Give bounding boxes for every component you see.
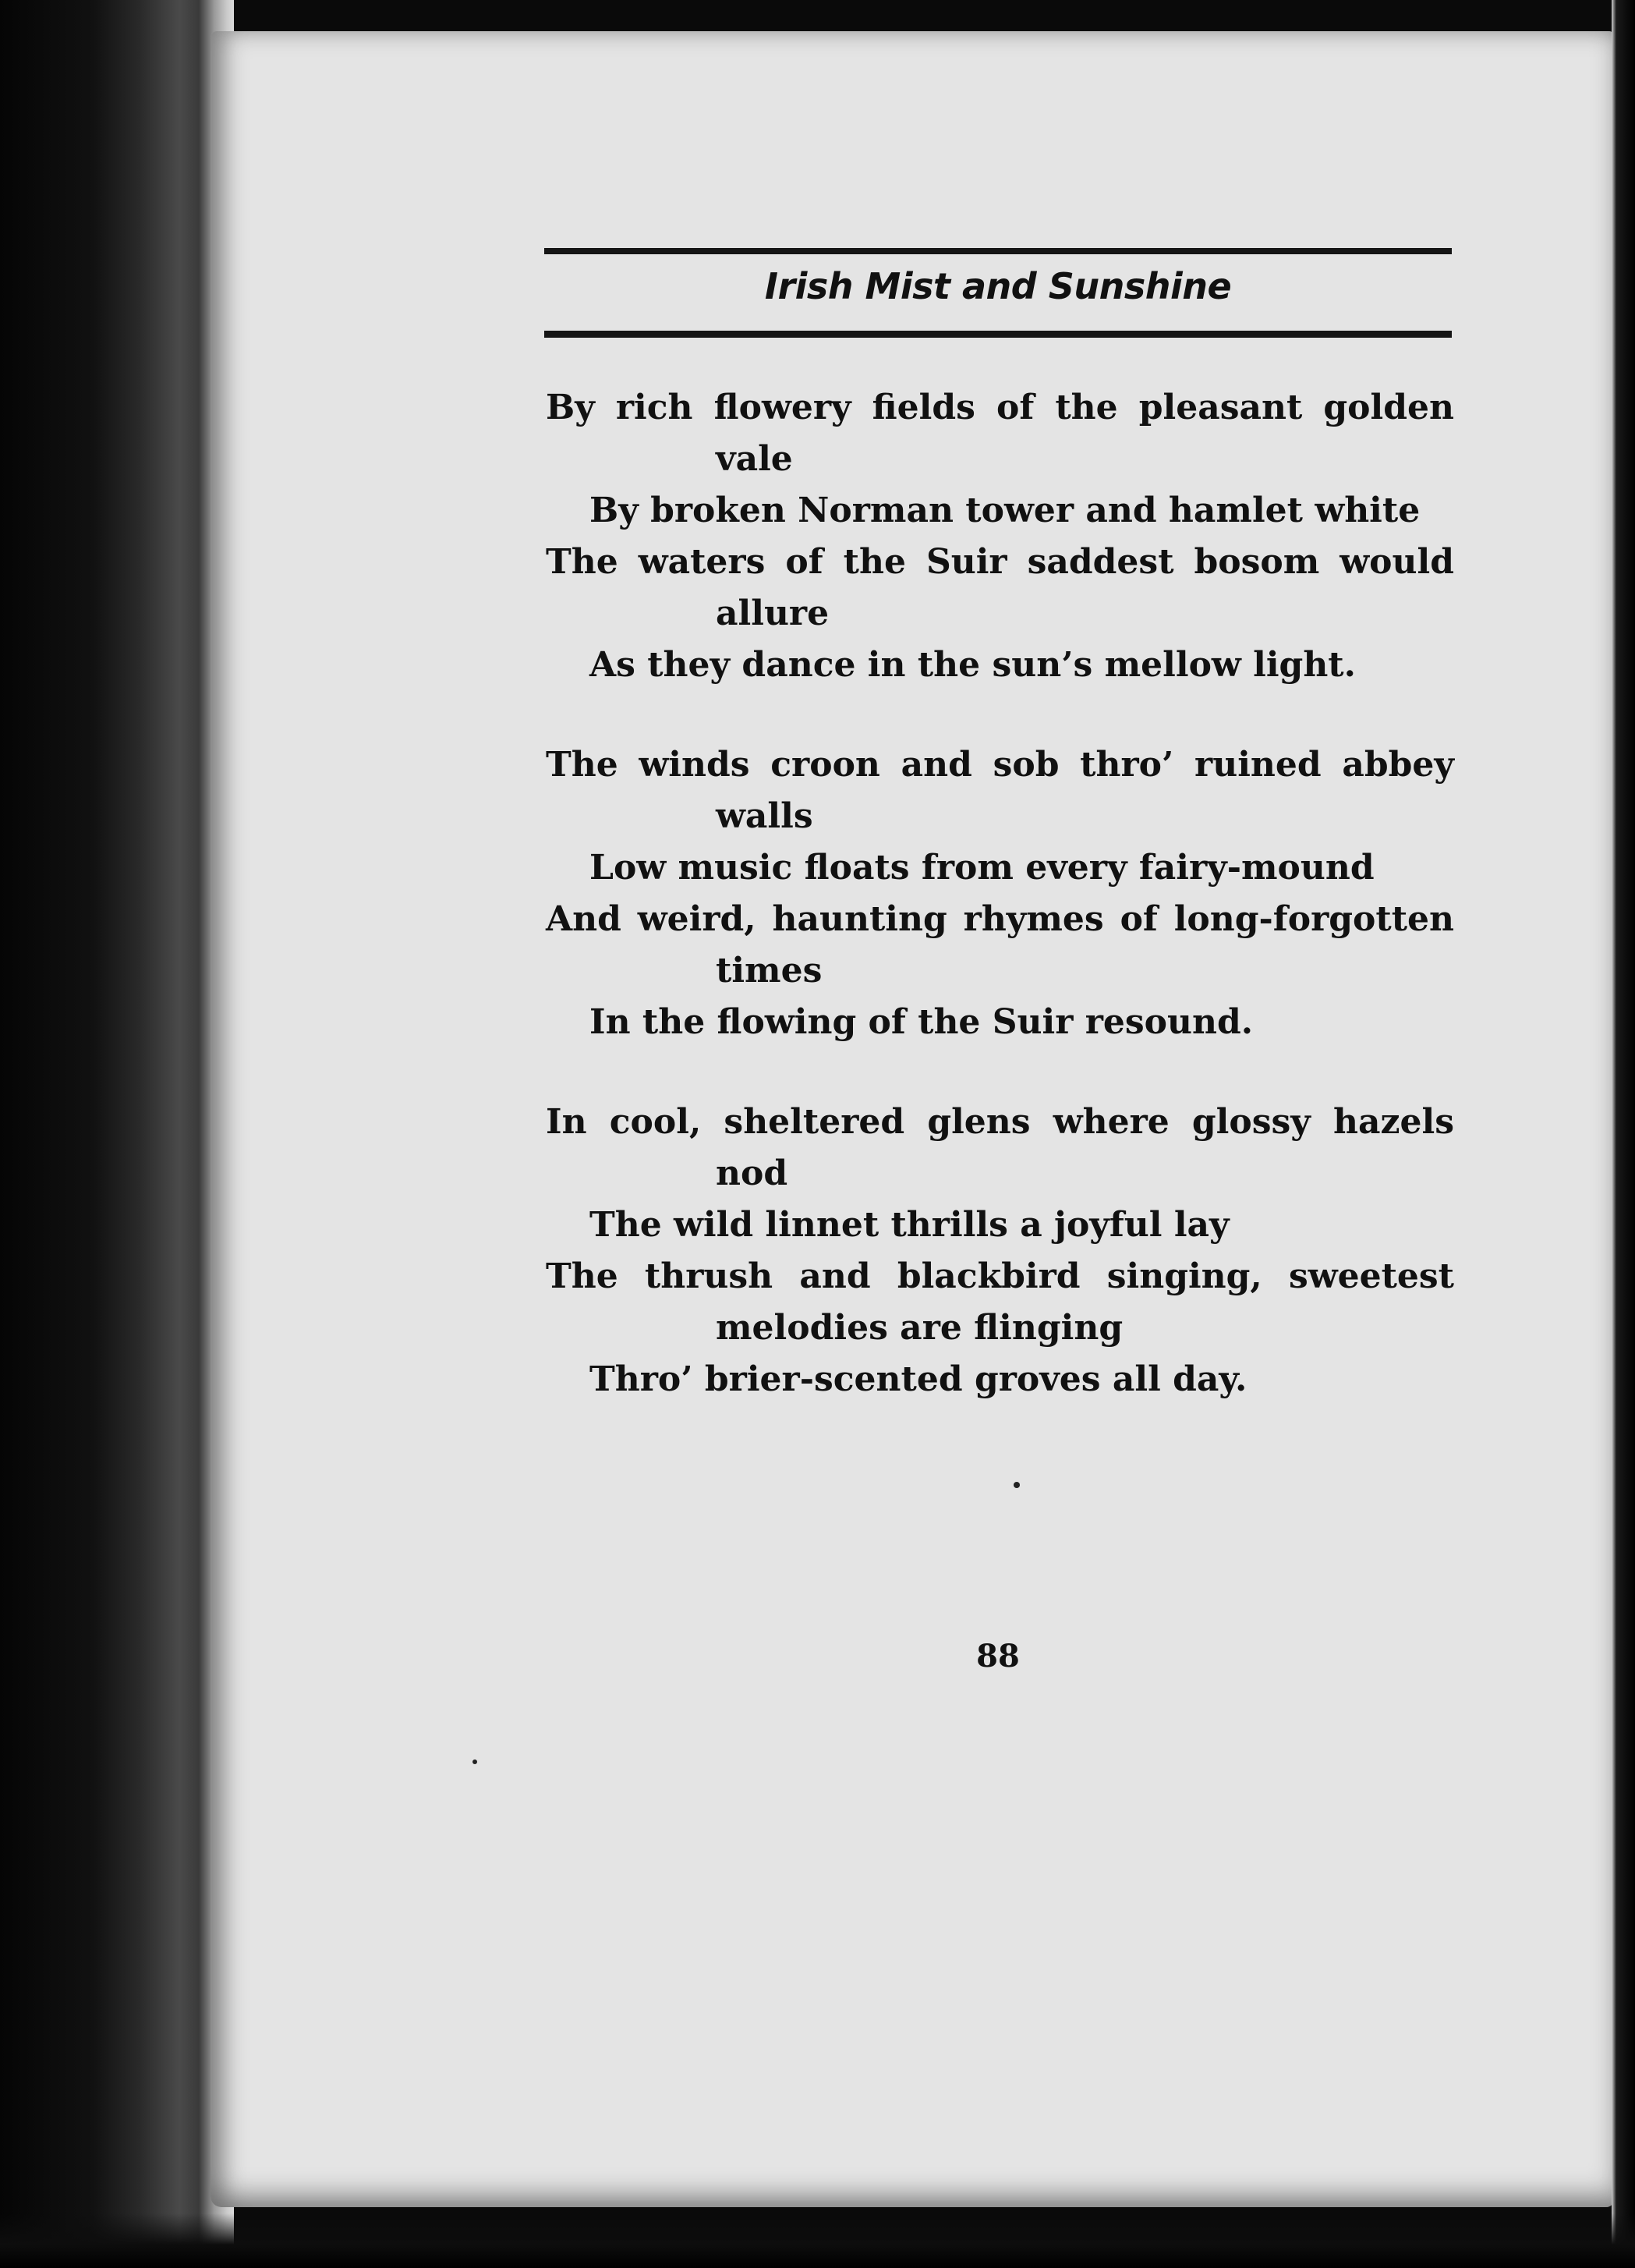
poem-line-continuation: vale (716, 439, 793, 479)
poem-line: Thro’ brier-scented groves all day. (589, 1359, 1247, 1399)
poem-line: The wild linnet thrills a joyful lay (589, 1205, 1230, 1245)
poem-line: In the flowing of the Suir resound. (589, 1002, 1254, 1042)
page-number: 88 (976, 1638, 1020, 1674)
bottom-page-edge (0, 2213, 1635, 2268)
poem-line-continuation: melodies are flinging (716, 1308, 1124, 1348)
ink-speck (472, 1759, 477, 1764)
poem-line: By broken Norman tower and hamlet white (589, 491, 1421, 530)
poem-line: The thrush and blackbird singing, sweetest (546, 1256, 1454, 1296)
poem-line: Low music floats from every fairy-mound (589, 848, 1375, 888)
poem-line: And weird, haunting rhymes of long-forgotten (546, 899, 1454, 939)
stanza-2 (546, 739, 1454, 1048)
poem-line: As they dance in the sun’s mellow light. (589, 645, 1356, 685)
poem-line-continuation: allure (716, 594, 830, 633)
poem-line: In cool, sheltered glens where glossy hazels (546, 1102, 1454, 1142)
ink-speck (1014, 1482, 1020, 1488)
right-page-edge (1612, 0, 1635, 2268)
poem-line-continuation: nod (716, 1153, 788, 1193)
poem-body (546, 382, 1454, 1454)
poem-line: By rich flowery fields of the pleasant golden (546, 388, 1454, 427)
poem-line-continuation: times (716, 951, 823, 990)
book-spine-shadow (0, 0, 234, 2268)
header-rule-bottom (544, 331, 1452, 338)
poem-line-continuation: walls (716, 796, 813, 836)
running-head: Irish Mist and Sunshine (764, 265, 1232, 307)
header-rule-top (544, 248, 1452, 254)
stanza-1 (546, 382, 1454, 691)
stanza-3 (546, 1097, 1454, 1405)
poem-line: The waters of the Suir saddest bosom would (546, 542, 1454, 582)
poem-line: The winds croon and sob thro’ ruined abbey (546, 745, 1454, 785)
